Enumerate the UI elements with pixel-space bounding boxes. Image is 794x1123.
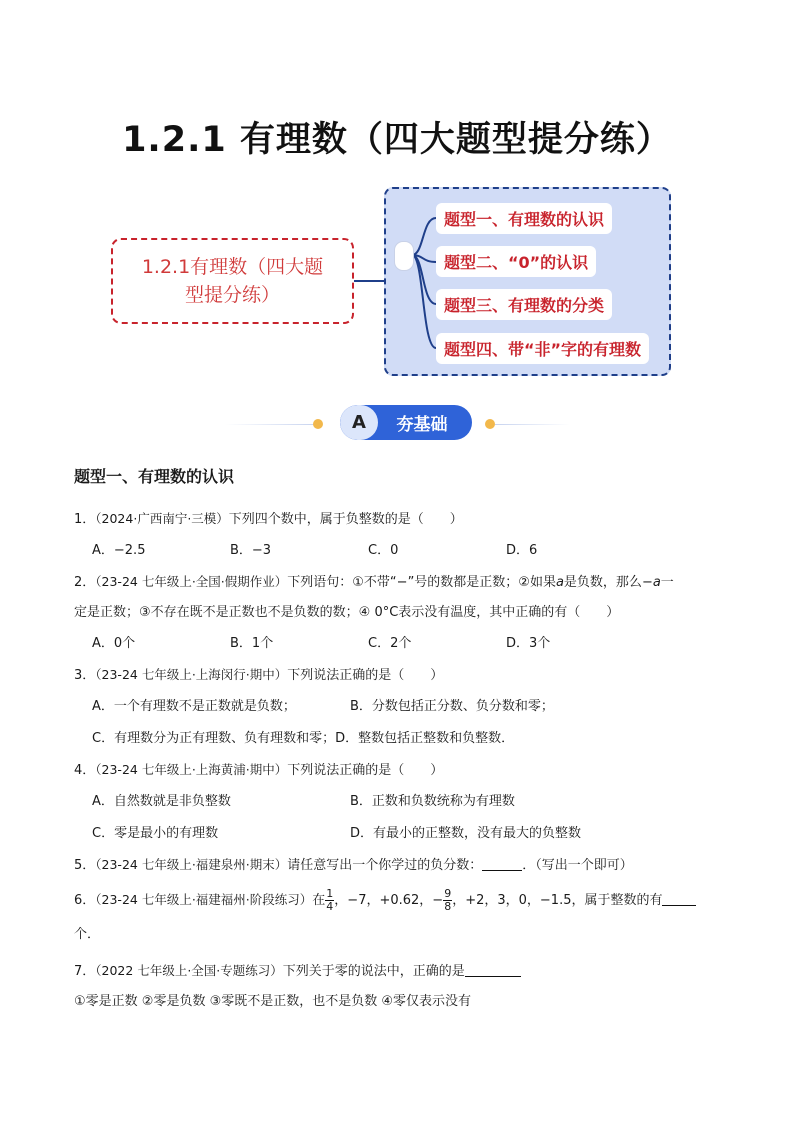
question-number: 5． [74,858,96,873]
fraction-one-quarter [325,888,334,913]
option-d: D．6 [506,543,538,558]
section-letter: A [340,405,378,440]
question-7-choices: ①零是正数 ②零是负数 ③零既不是正数，也不是负数 ④零仅表示没有 [74,994,472,1009]
fraction-nine-eighths [443,888,452,913]
question-stem: 下列四个数中，属于负整数的是（ ） [228,512,463,527]
option-a: A．自然数就是非负整数 [92,794,231,809]
question-number: 3． [74,668,96,683]
mindmap-branch-3: 题型三、有理数的分类 [436,289,612,320]
question-tail: ．（写出一个即可） [522,858,633,873]
variable-neg-a: −a [641,575,661,590]
page-title: 1.2.1 有理数（四大题型提分练） [122,120,672,160]
section-divider-right [495,424,570,425]
fraction-numerator: 1 [326,887,334,900]
question-7 [74,956,734,987]
question-3-options-row1 [74,691,734,723]
mindmap-branch-lines [400,200,440,360]
question-stem: 下列说法正确的是（ ） [287,763,444,778]
option-b: B．正数和负数统称为有理数 [350,794,515,809]
fraction-denominator: 8 [444,900,452,913]
question-4 [74,755,734,786]
question-4-options-row2 [74,818,734,850]
option-c: C．0 [368,543,399,558]
section-dot-right [485,419,495,429]
question-stem-part3: 一 [660,575,674,590]
question-source: （23-24 七年级上·全国·假期作业） [95,574,288,589]
mindmap-collapse-knob[interactable] [394,241,414,271]
fraction-numerator: 9 [444,887,452,900]
answer-blank[interactable] [482,856,522,871]
answer-blank[interactable] [662,891,696,906]
mindmap-root-line1: 1.2.1有理数（四大题 [141,256,324,278]
question-stem-part1: 下列语句：①不带“−”号的数都是正数；②如果 [287,575,556,590]
question-numbers-mid: ，−7，+0.62，− [334,893,444,908]
option-c: C．2个 [368,636,412,651]
question-numbers-post: ，+2，3，0，−1.5，属于整数的有 [452,893,663,908]
answer-blank[interactable] [465,962,521,977]
question-stem: 下列关于零的说法中，正确的是 [282,964,465,979]
mindmap-root-node [111,238,354,324]
option-d: D．3个 [506,636,551,651]
question-list [74,464,734,1017]
option-a: A．一个有理数不是正数就是负数； [92,699,296,714]
section-badge [340,405,472,440]
question-number: 4． [74,763,96,778]
question-number: 7． [74,964,96,979]
question-stem: 下列说法正确的是（ ） [287,668,444,683]
question-3-options-row2 [74,723,734,755]
section-label: 夯基础 [396,415,448,435]
option-b: B．−3 [230,543,272,558]
option-a: A．−2.5 [92,543,146,558]
mindmap-branch-1: 题型一、有理数的认识 [436,203,612,234]
question-source: （23-24 七年级上·福建泉州·期末） [95,857,288,872]
question-4-options-row1 [74,786,734,818]
question-source: （23-24 七年级上·福建福州·阶段练习） [95,892,313,907]
option-d: D．有最小的正整数，没有最大的负整数 [350,826,582,841]
mindmap-branch-4: 题型四、带“非”字的有理数 [436,333,649,364]
question-stem-part2: 是负数，那么 [563,575,642,590]
question-1-options [74,535,734,567]
question-stem: 请任意写出一个你学过的负分数： [287,858,483,873]
question-1 [74,504,734,535]
section-divider-left [225,424,317,425]
variable-a: a [555,575,564,590]
question-number: 6． [74,893,96,908]
question-pre: 在 [312,893,326,908]
question-number: 1． [74,512,96,527]
question-source: （2022 七年级上·全国·专题练习） [95,963,283,978]
question-2 [74,567,734,598]
mindmap-branch-2: 题型二、“0”的认识 [436,246,596,277]
question-2-line2: 定是正数；③不存在既不是正数也不是负数的数；④ 0°C表示没有温度，其中正确的有（ ） [74,605,620,620]
question-6 [74,881,734,920]
question-source: （2024·广西南宁·三模） [95,511,229,526]
question-number: 2． [74,575,96,590]
question-source: （23-24 七年级上·上海黄浦·期中） [95,762,288,777]
option-b: B．1个 [230,636,274,651]
question-3 [74,660,734,691]
question-type-heading: 题型一、有理数的认识 [74,467,235,486]
question-5 [74,850,734,881]
option-b: B．分数包括正分数、负分数和零； [350,699,554,714]
mindmap-root-line2: 型提分练） [184,284,280,306]
section-dot-left [313,419,323,429]
question-6-line2: 个． [74,927,101,942]
fraction-denominator: 4 [326,900,334,913]
option-c-d: C．有理数分为正有理数、负有理数和零；D．整数包括正整数和负整数． [92,731,515,746]
option-c: C．零是最小的有理数 [92,826,219,841]
question-2-options [74,628,734,660]
question-source: （23-24 七年级上·上海闵行·期中） [95,667,288,682]
option-a: A．0个 [92,636,136,651]
